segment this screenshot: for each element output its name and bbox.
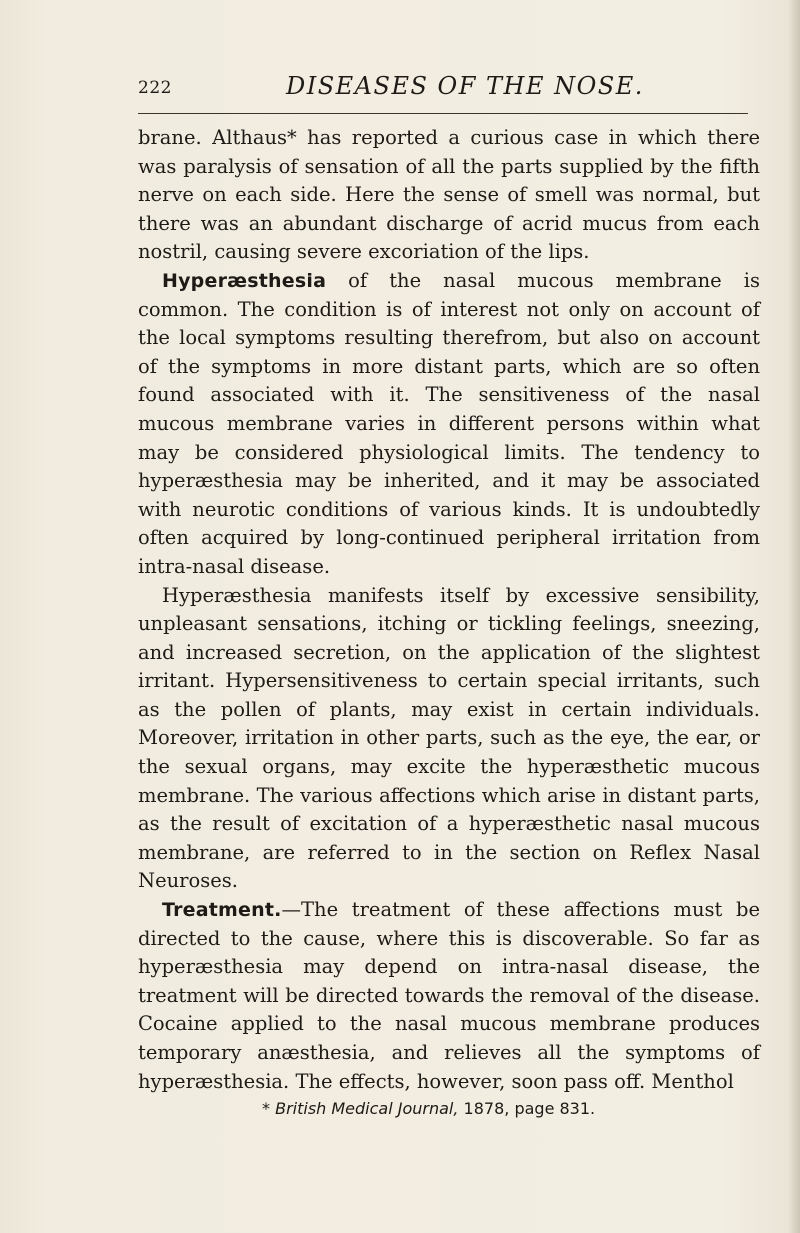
- paragraph-hyperaesthesia-text: of the nasal mucous membrane is common. The condition is of interest not only on account of the local symptoms resulting therefrom, but also on account of the symptoms in more distant parts, which are so often found associated with it. The sensitiveness of the nasal mucous membrane varies in different persons within what may be considered physiological limits. The tendency to hyperæsthesia may be inherited, and it may be associated with neurotic conditions of various kinds. It is undoubtedly often acquired by long-continued peripheral irritation from intra-nasal disease.: [138, 268, 760, 578]
- running-title: DISEASES OF THE NOSE.: [286, 72, 644, 100]
- paragraph-treatment: [138, 896, 760, 1096]
- body-text: [138, 124, 760, 1120]
- footnote: [138, 1098, 760, 1120]
- side-heading-treatment: Treatment.: [162, 899, 282, 922]
- running-head: [138, 72, 778, 102]
- page-edge-shadow: [788, 0, 800, 1233]
- paragraph-hyperaesthesia: [138, 267, 760, 582]
- footnote-marker: *: [262, 1099, 276, 1119]
- side-heading-hyperaesthesia: Hyperæsthesia: [162, 269, 327, 292]
- footnote-citation: 1878, page 831.: [458, 1099, 596, 1119]
- paragraph-treatment-text: —The treatment of these affections must be directed to the cause, where this is discoverable. So far as hyperæsthesia may depend on intra-nasal disease, the treatment will be directed towards the removal of the disease. Cocaine applied to the nasal mucous membrane produces temporary anæsthesia, and relieves all the symptoms of hyperæsthesia. The effects, however, soon pass off. Menthol: [138, 898, 760, 1093]
- page-number: 222: [138, 78, 172, 98]
- header-rule: [138, 113, 748, 114]
- paragraph-manifestations: Hyperæsthesia manifests itself by excessive sensibility, unpleasant sensations, itching or tickling feelings, sneezing, and increased secretion, on the application of the slightest irritant. Hypersensitiveness to certain special irritants, such as the pollen of plants, may exist in certain individuals. Moreover, irritation in other parts, such as the eye, the ear, or the sexual organs, may excite the hyperæsthetic mucous membrane. The various affections which arise in distant parts, as the result of excitation of a hyperæsthetic nasal mucous membrane, are referred to in the section on Reflex Nasal Neuroses.: [138, 583, 760, 893]
- paragraph-continuation: brane. Althaus* has reported a curious case in which there was paralysis of sensation of all the parts supplied by the fifth nerve on each side. Here the sense of smell was normal, but there was an abundant discharge of acrid mucus from each nostril, causing severe excoriation of the lips.: [138, 126, 760, 264]
- footnote-journal: British Medical Journal,: [275, 1099, 459, 1119]
